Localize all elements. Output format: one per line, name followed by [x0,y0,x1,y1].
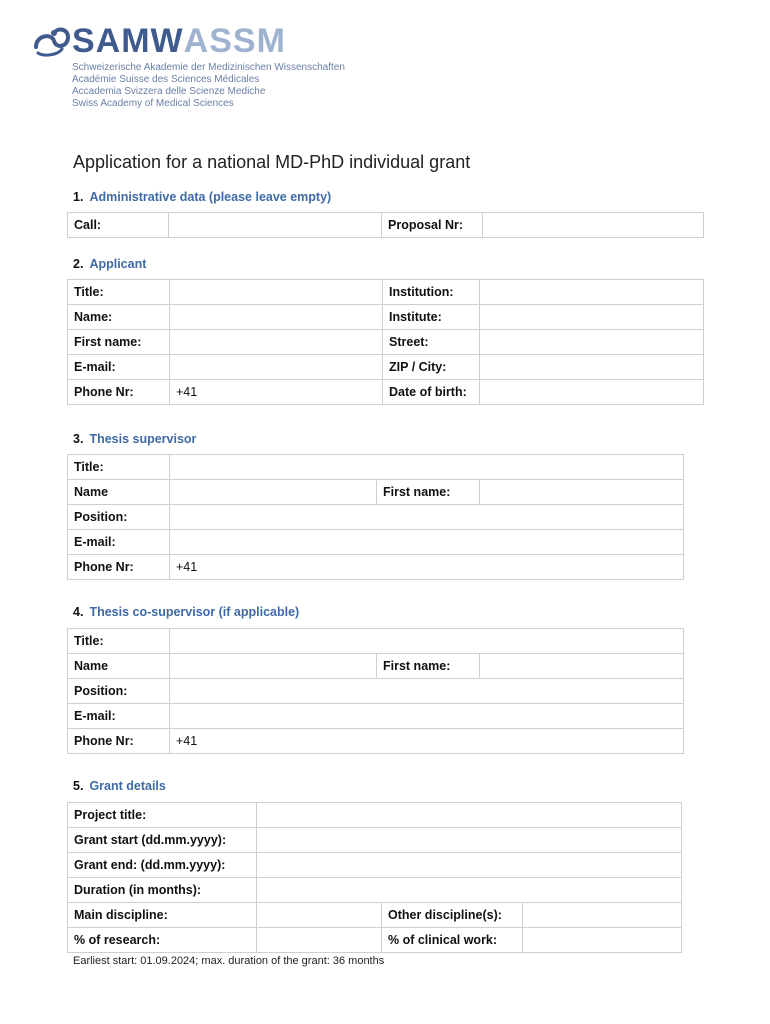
institute-label: Institute: [383,305,480,330]
table-row [68,654,684,679]
main-discipline-field[interactable] [257,903,382,928]
applicant-first-name-field[interactable] [170,330,383,355]
co-supervisor-position-label: Position: [68,679,170,704]
research-percent-field[interactable] [257,928,382,953]
co-supervisor-position-field[interactable] [170,679,684,704]
table-row [68,679,684,704]
co-supervisor-first-name-field[interactable] [480,654,684,679]
applicant-name-label: Name: [68,305,170,330]
duration-field[interactable] [257,878,682,903]
other-discipline-label: Other discipline(s): [382,903,523,928]
project-title-field[interactable] [257,803,682,828]
co-supervisor-phone-field[interactable]: +41 [170,729,684,754]
research-percent-label: % of research: [68,928,257,953]
grant-end-label: Grant end: (dd.mm.yyyy): [68,853,257,878]
supervisor-title-label: Title: [68,455,170,480]
tagline-en: Swiss Academy of Medical Sciences [72,98,234,109]
section-3-heading: 3. Thesis supervisor [73,432,197,446]
supervisor-email-field[interactable] [170,530,684,555]
supervisor-table [67,454,684,580]
table-row [68,928,682,953]
supervisor-first-name-label: First name: [377,480,480,505]
supervisor-name-label: Name [68,480,170,505]
co-supervisor-title-field[interactable] [170,629,684,654]
applicant-title-label: Title: [68,280,170,305]
institution-label: Institution: [383,280,480,305]
institute-field[interactable] [480,305,704,330]
applicant-name-field[interactable] [170,305,383,330]
clinical-work-label: % of clinical work: [382,928,523,953]
table-row [68,305,704,330]
grant-details-table [67,802,682,953]
project-title-label: Project title: [68,803,257,828]
supervisor-first-name-field[interactable] [480,480,684,505]
supervisor-phone-field[interactable]: +41 [170,555,684,580]
logo [32,22,286,60]
applicant-title-field[interactable] [170,280,383,305]
section-1-heading: 1. Administrative data (please leave empty) [73,190,332,204]
zip-city-field[interactable] [480,355,704,380]
co-supervisor-email-field[interactable] [170,704,684,729]
call-label: Call: [68,213,169,238]
table-row [68,505,684,530]
applicant-table [67,279,704,405]
clinical-work-field[interactable] [523,928,682,953]
applicant-phone-field[interactable]: +41 [170,380,383,405]
supervisor-title-field[interactable] [170,455,684,480]
supervisor-position-label: Position: [68,505,170,530]
footnote: Earliest start: 01.09.2024; max. duration of the grant: 36 months [73,955,385,967]
page-title: Application for a national MD-PhD individual grant [73,152,471,172]
street-field[interactable] [480,330,704,355]
proposal-field[interactable] [483,213,704,238]
supervisor-email-label: E-mail: [68,530,170,555]
table-row [68,853,682,878]
applicant-phone-label: Phone Nr: [68,380,170,405]
applicant-email-label: E-mail: [68,355,170,380]
table-row [68,330,704,355]
proposal-label: Proposal Nr: [382,213,483,238]
other-discipline-field[interactable] [523,903,682,928]
table-row [68,828,682,853]
street-label: Street: [383,330,480,355]
applicant-first-name-label: First name: [68,330,170,355]
section-4-heading: 4. Thesis co-supervisor (if applicable) [73,605,300,619]
table-row [68,480,684,505]
zip-city-label: ZIP / City: [383,355,480,380]
institution-field[interactable] [480,280,704,305]
table-row [68,280,704,305]
supervisor-name-field[interactable] [170,480,377,505]
call-field[interactable] [169,213,382,238]
co-supervisor-title-label: Title: [68,629,170,654]
co-supervisor-table [67,628,684,754]
table-row [68,213,704,238]
logo-word-assm: ASSM [183,22,286,60]
table-row [68,455,684,480]
section-2-heading: 2. Applicant [73,257,147,271]
admin-table [67,212,704,238]
supervisor-position-field[interactable] [170,505,684,530]
table-row [68,878,682,903]
logo-word-samw: SAMW [72,22,184,60]
table-row [68,903,682,928]
grant-start-field[interactable] [257,828,682,853]
co-supervisor-name-field[interactable] [170,654,377,679]
table-row [68,555,684,580]
co-supervisor-first-name-label: First name: [377,654,480,679]
tagline-it: Accademia Svizzera delle Scienze Mediche [72,86,266,97]
grant-end-field[interactable] [257,853,682,878]
tagline-fr: Académie Suisse des Sciences Médicales [72,74,260,85]
table-row [68,629,684,654]
table-row [68,729,684,754]
table-row [68,704,684,729]
section-5-heading: 5. Grant details [73,779,166,793]
table-row [68,380,704,405]
date-of-birth-label: Date of birth: [383,380,480,405]
co-supervisor-email-label: E-mail: [68,704,170,729]
main-discipline-label: Main discipline: [68,903,257,928]
tagline-de: Schweizerische Akademie der Medizinischen Wissenschaften [72,62,345,73]
table-row [68,803,682,828]
snake-logo-icon [32,23,72,59]
co-supervisor-phone-label: Phone Nr: [68,729,170,754]
date-of-birth-field[interactable] [480,380,704,405]
grant-start-label: Grant start (dd.mm.yyyy): [68,828,257,853]
table-row [68,530,684,555]
logo-taglines [72,62,345,110]
supervisor-phone-label: Phone Nr: [68,555,170,580]
applicant-email-field[interactable] [170,355,383,380]
co-supervisor-name-label: Name [68,654,170,679]
duration-label: Duration (in months): [68,878,257,903]
table-row [68,355,704,380]
